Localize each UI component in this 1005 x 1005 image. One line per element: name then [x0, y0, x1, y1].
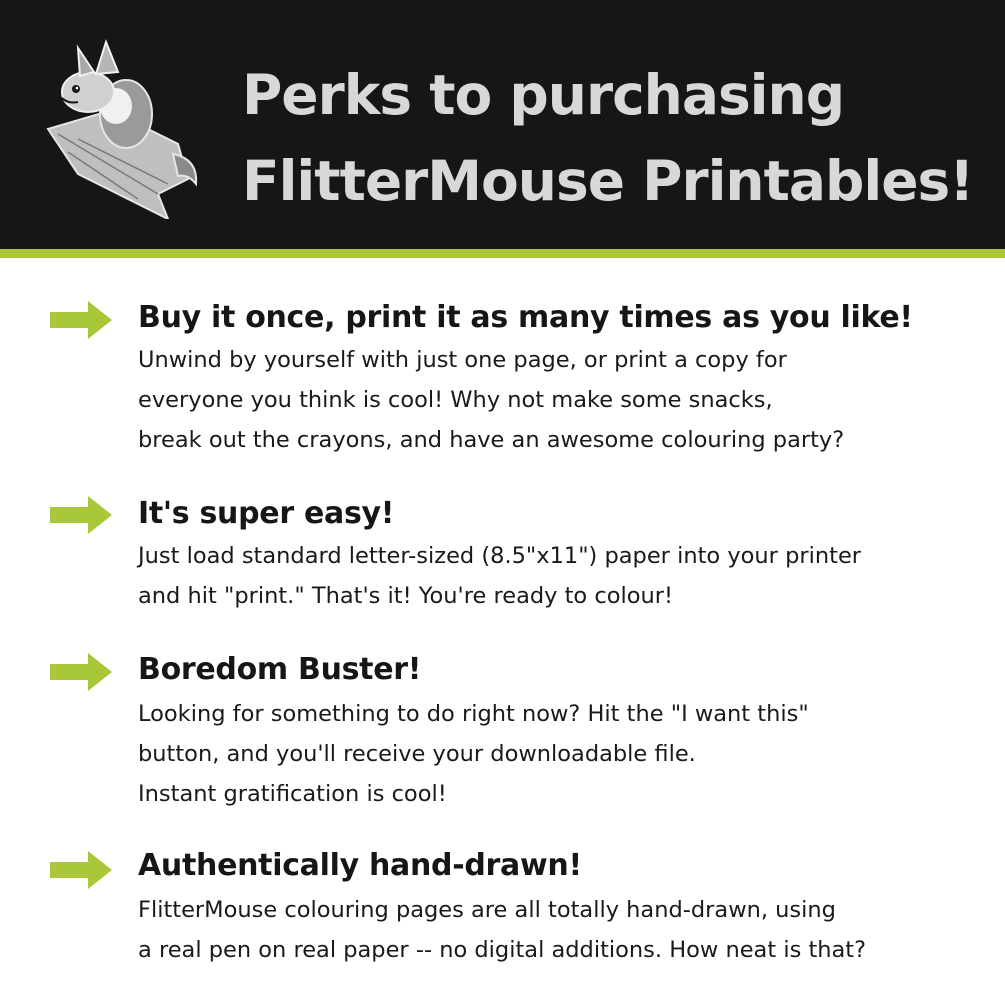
- arrow-right-icon: [50, 851, 112, 889]
- perk-body-line: break out the crayons, and have an awesome colouring party?: [138, 427, 845, 453]
- arrow-right-icon: [50, 301, 112, 339]
- perk-body: [138, 536, 978, 616]
- perk-body-line: Instant gratification is cool!: [138, 781, 447, 807]
- arrow-right-icon: [50, 496, 112, 534]
- accent-stripe: [0, 249, 1005, 258]
- header-banner: [0, 0, 1005, 249]
- perk-body-line: Looking for something to do right now? Hit the "I want this": [138, 701, 809, 727]
- arrow-right-icon: [50, 653, 112, 691]
- perk-body-line: Unwind by yourself with just one page, or print a copy for: [138, 347, 787, 373]
- perk-body-line: everyone you think is cool! Why not make some snacks,: [138, 387, 773, 413]
- perk-heading: Buy it once, print it as many times as you like!: [138, 300, 913, 335]
- perk-body: [138, 890, 978, 970]
- bat-mascot-icon: [38, 34, 208, 219]
- perk-body-line: button, and you'll receive your downloadable file.: [138, 741, 696, 767]
- perk-body-line: Just load standard letter-sized (8.5"x11") paper into your printer: [138, 543, 862, 569]
- perk-body: [138, 340, 978, 460]
- perk-body-line: and hit "print." That's it! You're ready to colour!: [138, 583, 674, 609]
- perk-heading: Boredom Buster!: [138, 652, 422, 687]
- perk-heading: Authentically hand-drawn!: [138, 848, 582, 883]
- perk-body-line: a real pen on real paper -- no digital additions. How neat is that?: [138, 937, 867, 963]
- perk-body-line: FlitterMouse colouring pages are all totally hand-drawn, using: [138, 897, 836, 923]
- title-line-1: Perks to purchasing: [242, 63, 845, 127]
- perk-heading: It's super easy!: [138, 496, 395, 531]
- perk-body: [138, 694, 978, 814]
- page-title: [242, 52, 982, 224]
- title-line-2: FlitterMouse Printables!: [242, 149, 974, 213]
